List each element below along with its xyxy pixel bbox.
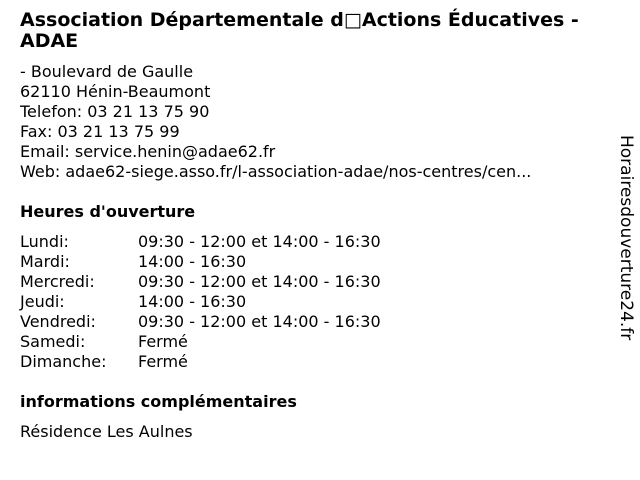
hours-row-tuesday	[20, 252, 381, 272]
hours-day: Mercredi:	[20, 272, 95, 291]
hours-day: Jeudi:	[20, 292, 65, 311]
hours-row-saturday	[20, 332, 381, 352]
hours-day: Dimanche:	[20, 352, 107, 371]
hours-day: Vendredi:	[20, 312, 96, 331]
hours-row-thursday	[20, 292, 381, 312]
hours-time: 09:30 - 12:00 et 14:00 - 16:30	[138, 232, 381, 251]
street-address: - Boulevard de Gaulle	[20, 62, 194, 81]
hours-row-wednesday	[20, 272, 381, 292]
hours-time: 14:00 - 16:30	[138, 292, 247, 311]
hours-row-monday	[20, 232, 381, 252]
hours-row-sunday	[20, 352, 381, 372]
hours-day: Mardi:	[20, 252, 70, 271]
fax-number: Fax: 03 21 13 75 99	[20, 122, 180, 141]
hours-time: Fermé	[138, 352, 188, 371]
city-postal: 62110 Hénin-Beaumont	[20, 82, 211, 101]
opening-hours-heading: Heures d'ouverture	[20, 202, 196, 221]
hours-day: Lundi:	[20, 232, 69, 251]
website-url: Web: adae62-siege.asso.fr/l-association-adae/nos-centres/cen...	[20, 162, 532, 181]
site-watermark: Horairesdouverture24.fr	[616, 135, 636, 341]
business-card	[20, 10, 610, 442]
hours-time: Fermé	[138, 332, 188, 351]
hours-day: Samedi:	[20, 332, 86, 351]
hours-time: 09:30 - 12:00 et 14:00 - 16:30	[138, 272, 381, 291]
business-title: Association Départementale d□Actions Éducatives - ADAE	[20, 9, 579, 52]
email-address: Email: service.henin@adae62.fr	[20, 142, 276, 161]
address-block	[20, 62, 610, 182]
phone-number: Telefon: 03 21 13 75 90	[20, 102, 210, 121]
hours-row-friday	[20, 312, 381, 332]
hours-time: 14:00 - 16:30	[138, 252, 247, 271]
opening-hours-table	[20, 232, 381, 372]
hours-time: 09:30 - 12:00 et 14:00 - 16:30	[138, 312, 381, 331]
additional-info-text: Résidence Les Aulnes	[20, 422, 193, 441]
additional-info-heading: informations complémentaires	[20, 392, 297, 411]
